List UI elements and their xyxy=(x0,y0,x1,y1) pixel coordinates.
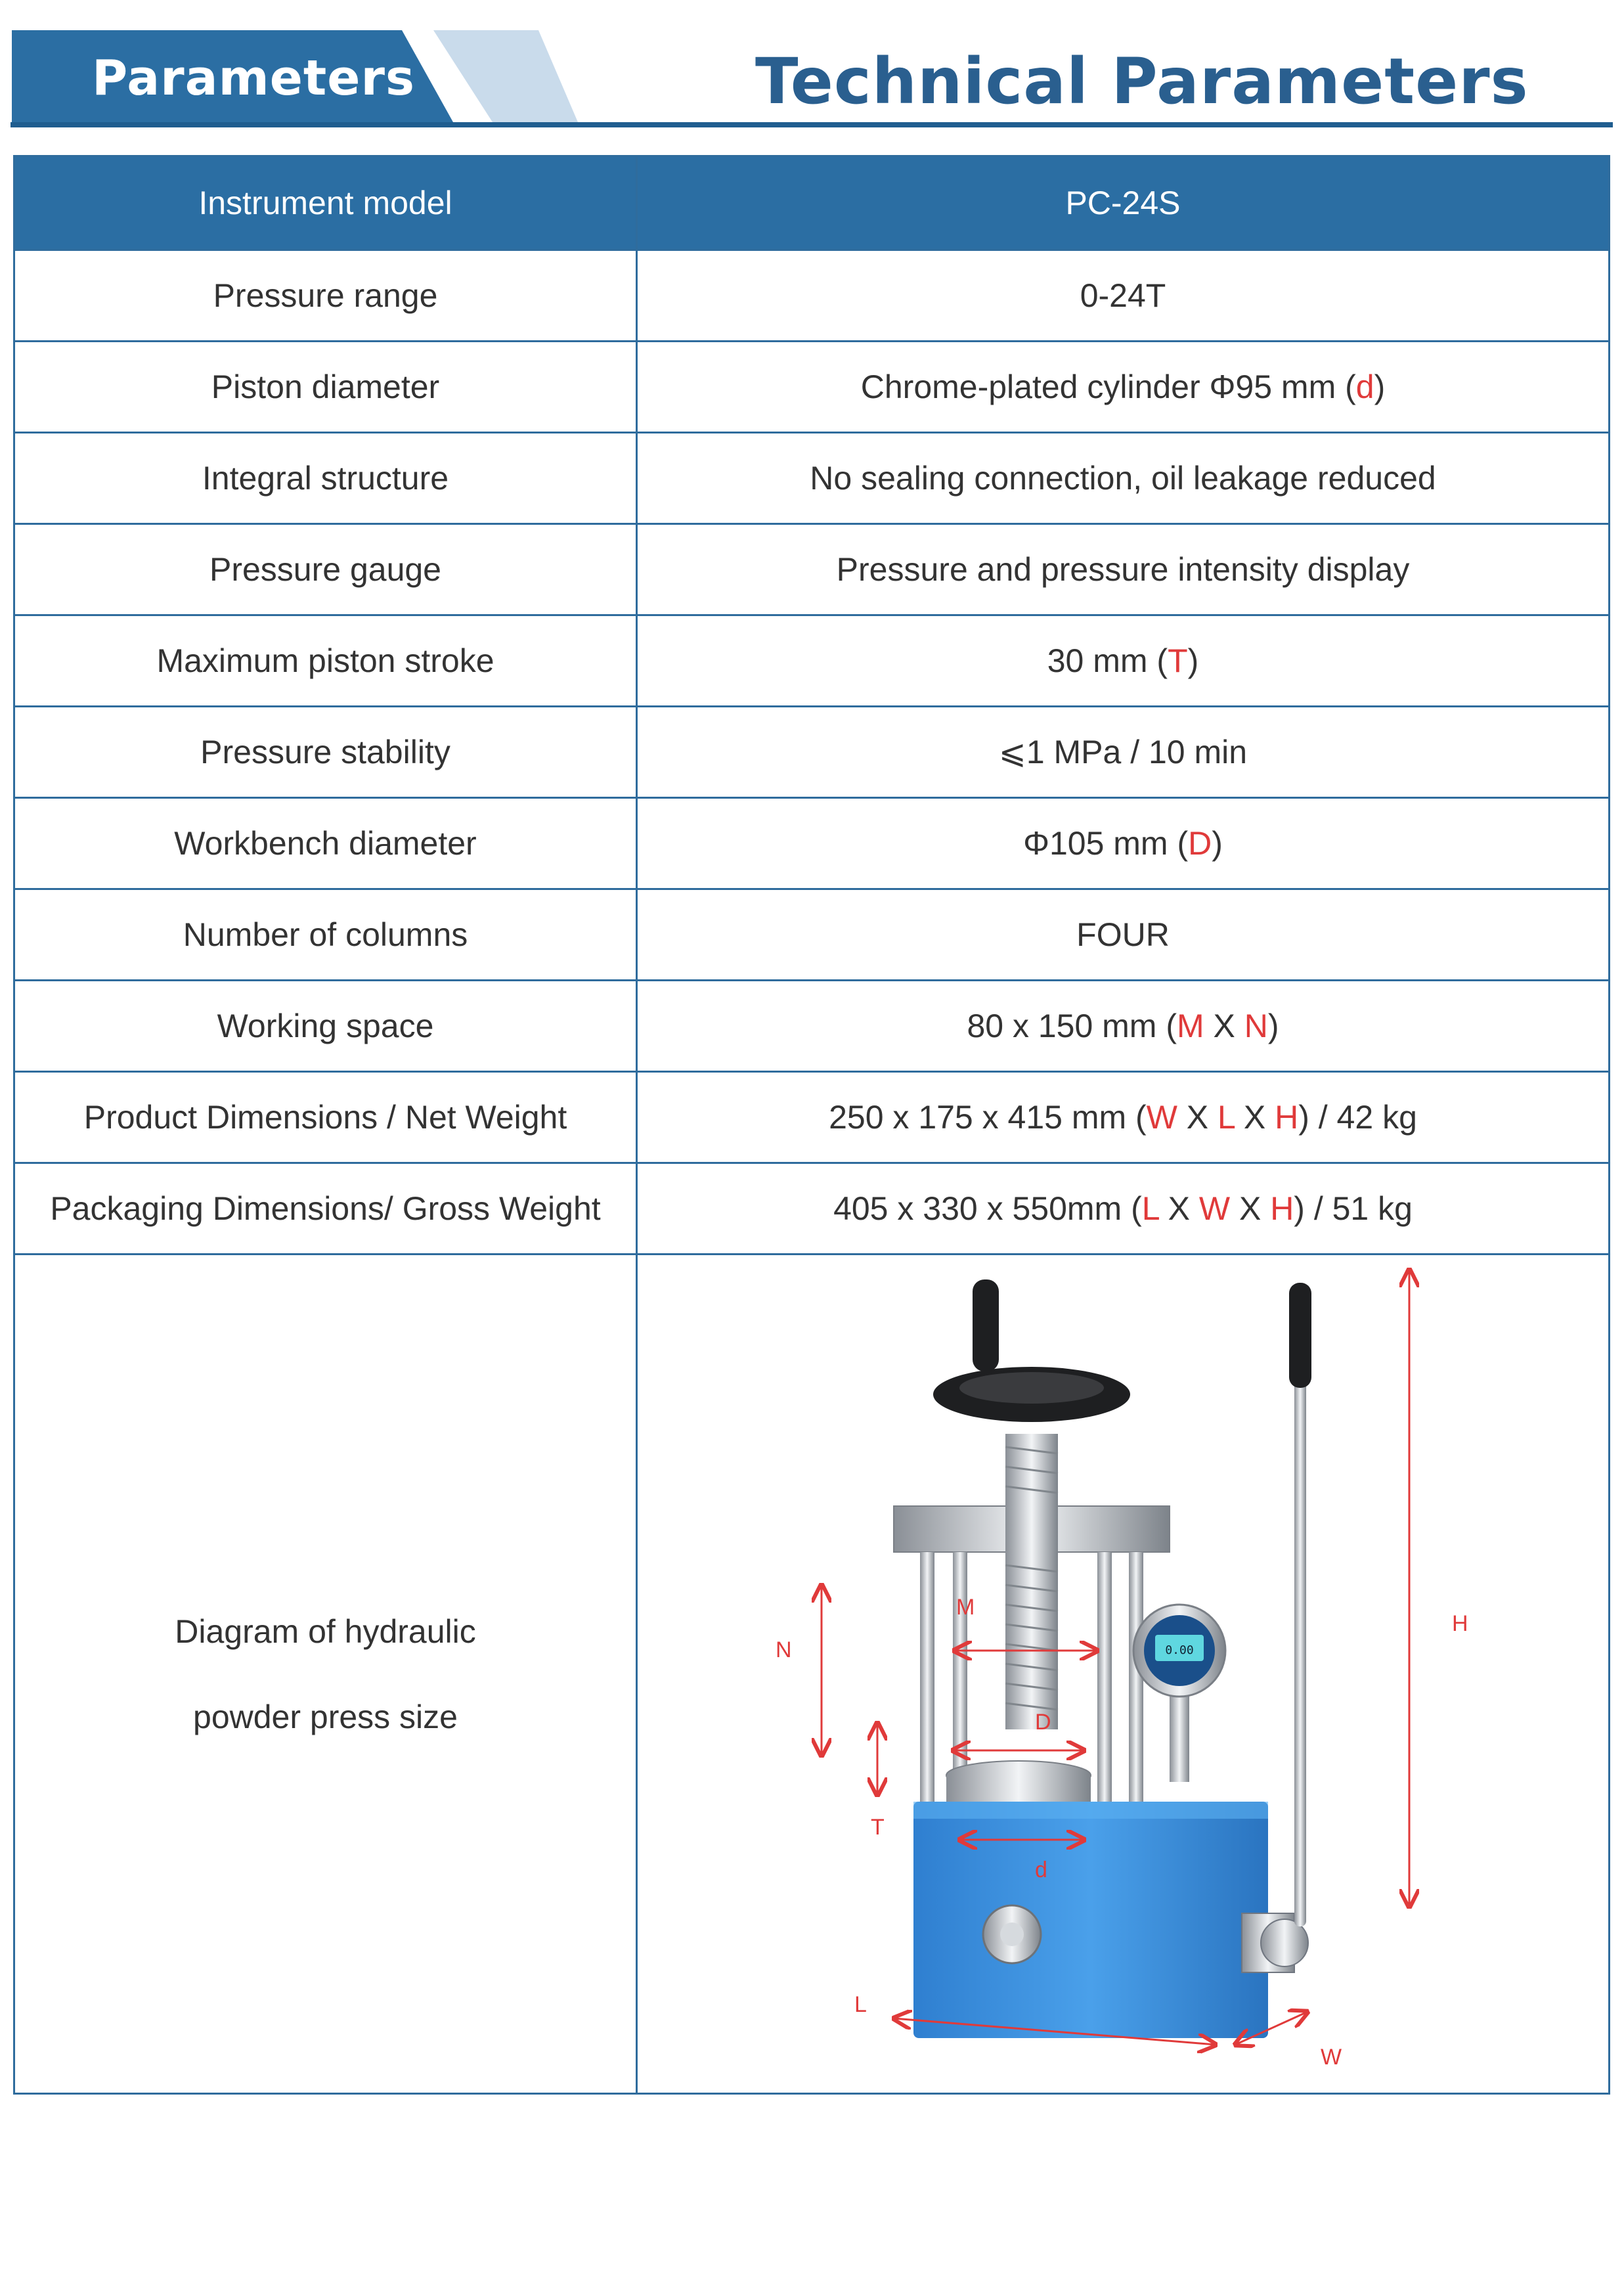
dim-label-L: L xyxy=(854,1991,867,2017)
value-text: 30 mm ( xyxy=(1047,642,1168,679)
dimension-mark: H xyxy=(1270,1190,1294,1227)
value-separator: X xyxy=(1177,1099,1218,1136)
diagram-row xyxy=(14,1255,1610,2094)
dimension-mark: H xyxy=(1275,1099,1299,1136)
hydraulic-press-diagram xyxy=(638,1256,1610,2092)
dimension-mark: d xyxy=(1355,368,1374,405)
value-text: Chrome-plated cylinder Φ95 mm ( xyxy=(860,368,1356,405)
table-row xyxy=(14,981,1610,1072)
row-label: Piston diameter xyxy=(14,342,637,433)
row-value xyxy=(637,981,1610,1072)
diagram-label-line1: Diagram of hydraulic xyxy=(175,1612,476,1650)
row-value xyxy=(637,615,1610,707)
spec-table xyxy=(13,155,1610,2095)
header-value-cell: PC-24S xyxy=(637,156,1610,250)
column xyxy=(920,1552,934,1802)
row-value xyxy=(637,1163,1610,1255)
value-separator: X xyxy=(1234,1099,1275,1136)
column xyxy=(1097,1552,1112,1802)
row-label: Pressure stability xyxy=(14,707,637,798)
row-value: 0-24T xyxy=(637,250,1610,342)
table-row xyxy=(14,342,1610,433)
table-row xyxy=(14,889,1610,981)
table-row xyxy=(14,524,1610,615)
row-label: Workbench diameter xyxy=(14,798,637,889)
table-row xyxy=(14,798,1610,889)
dim-label-d: d xyxy=(1035,1857,1047,1882)
row-label: Pressure gauge xyxy=(14,524,637,615)
row-label: Working space xyxy=(14,981,637,1072)
table-row xyxy=(14,707,1610,798)
value-text: ) xyxy=(1374,368,1386,405)
dimension-mark: L xyxy=(1218,1099,1235,1136)
table-header-row xyxy=(14,156,1610,250)
dimension-mark: W xyxy=(1146,1099,1177,1136)
gauge-reading: 0.00 xyxy=(1165,1643,1194,1657)
value-text: ) xyxy=(1212,825,1223,862)
row-label: Pressure range xyxy=(14,250,637,342)
parameters-tab-label: Parameters xyxy=(92,50,416,106)
dim-label-M: M xyxy=(956,1594,975,1620)
header-banner xyxy=(0,0,1624,131)
dim-label-N: N xyxy=(776,1637,792,1662)
dim-label-H: H xyxy=(1452,1611,1468,1636)
row-value xyxy=(637,342,1610,433)
value-separator: X xyxy=(1230,1190,1271,1227)
diagram-image-cell xyxy=(637,1255,1610,2094)
dim-label-W: W xyxy=(1321,2044,1342,2070)
header-divider xyxy=(11,122,1613,127)
row-label: Number of columns xyxy=(14,889,637,981)
value-text: ) xyxy=(1267,1008,1279,1044)
value-text: Φ105 mm ( xyxy=(1023,825,1189,862)
dim-label-T: T xyxy=(871,1814,885,1840)
value-text: ) / 51 kg xyxy=(1294,1190,1413,1227)
dimension-mark: M xyxy=(1177,1008,1204,1044)
table-row xyxy=(14,433,1610,524)
row-label: Packaging Dimensions/ Gross Weight xyxy=(14,1163,637,1255)
dimension-mark: T xyxy=(1168,642,1188,679)
column xyxy=(953,1552,967,1802)
row-value: No sealing connection, oil leakage reduced xyxy=(637,433,1610,524)
press-base xyxy=(913,1802,1268,2038)
dimension-mark: N xyxy=(1244,1008,1268,1044)
dimension-mark: D xyxy=(1188,825,1212,862)
row-value xyxy=(637,798,1610,889)
handwheel-grip xyxy=(973,1279,999,1371)
table-row xyxy=(14,1072,1610,1163)
row-label: Integral structure xyxy=(14,433,637,524)
pump-lever xyxy=(1294,1375,1306,1926)
dimension-mark: W xyxy=(1198,1190,1231,1227)
value-text: ) xyxy=(1187,642,1199,679)
row-value: Pressure and pressure intensity display xyxy=(637,524,1610,615)
diagram-label-line2: powder press size xyxy=(193,1698,458,1735)
value-text: 250 x 175 x 415 mm ( xyxy=(829,1099,1147,1136)
value-text: 405 x 330 x 550mm ( xyxy=(833,1190,1142,1227)
row-label: Maximum piston stroke xyxy=(14,615,637,707)
row-value: FOUR xyxy=(637,889,1610,981)
value-separator: X xyxy=(1158,1190,1199,1227)
value-separator: X xyxy=(1204,1008,1244,1044)
pump-lever-grip xyxy=(1289,1283,1311,1388)
table-row xyxy=(14,615,1610,707)
row-value: ⩽1 MPa / 10 min xyxy=(637,707,1610,798)
row-value xyxy=(637,1072,1610,1163)
header-label-cell: Instrument model xyxy=(14,156,637,250)
row-label: Product Dimensions / Net Weight xyxy=(14,1072,637,1163)
value-text: ) / 42 kg xyxy=(1298,1099,1417,1136)
diagram-label-cell xyxy=(14,1255,637,2094)
dimension-mark: L xyxy=(1141,1190,1159,1227)
dim-label-D: D xyxy=(1035,1709,1051,1735)
table-row xyxy=(14,1163,1610,1255)
table-row xyxy=(14,250,1610,342)
page-title: Technical Parameters xyxy=(755,45,1529,118)
value-text: 80 x 150 mm ( xyxy=(967,1008,1177,1044)
